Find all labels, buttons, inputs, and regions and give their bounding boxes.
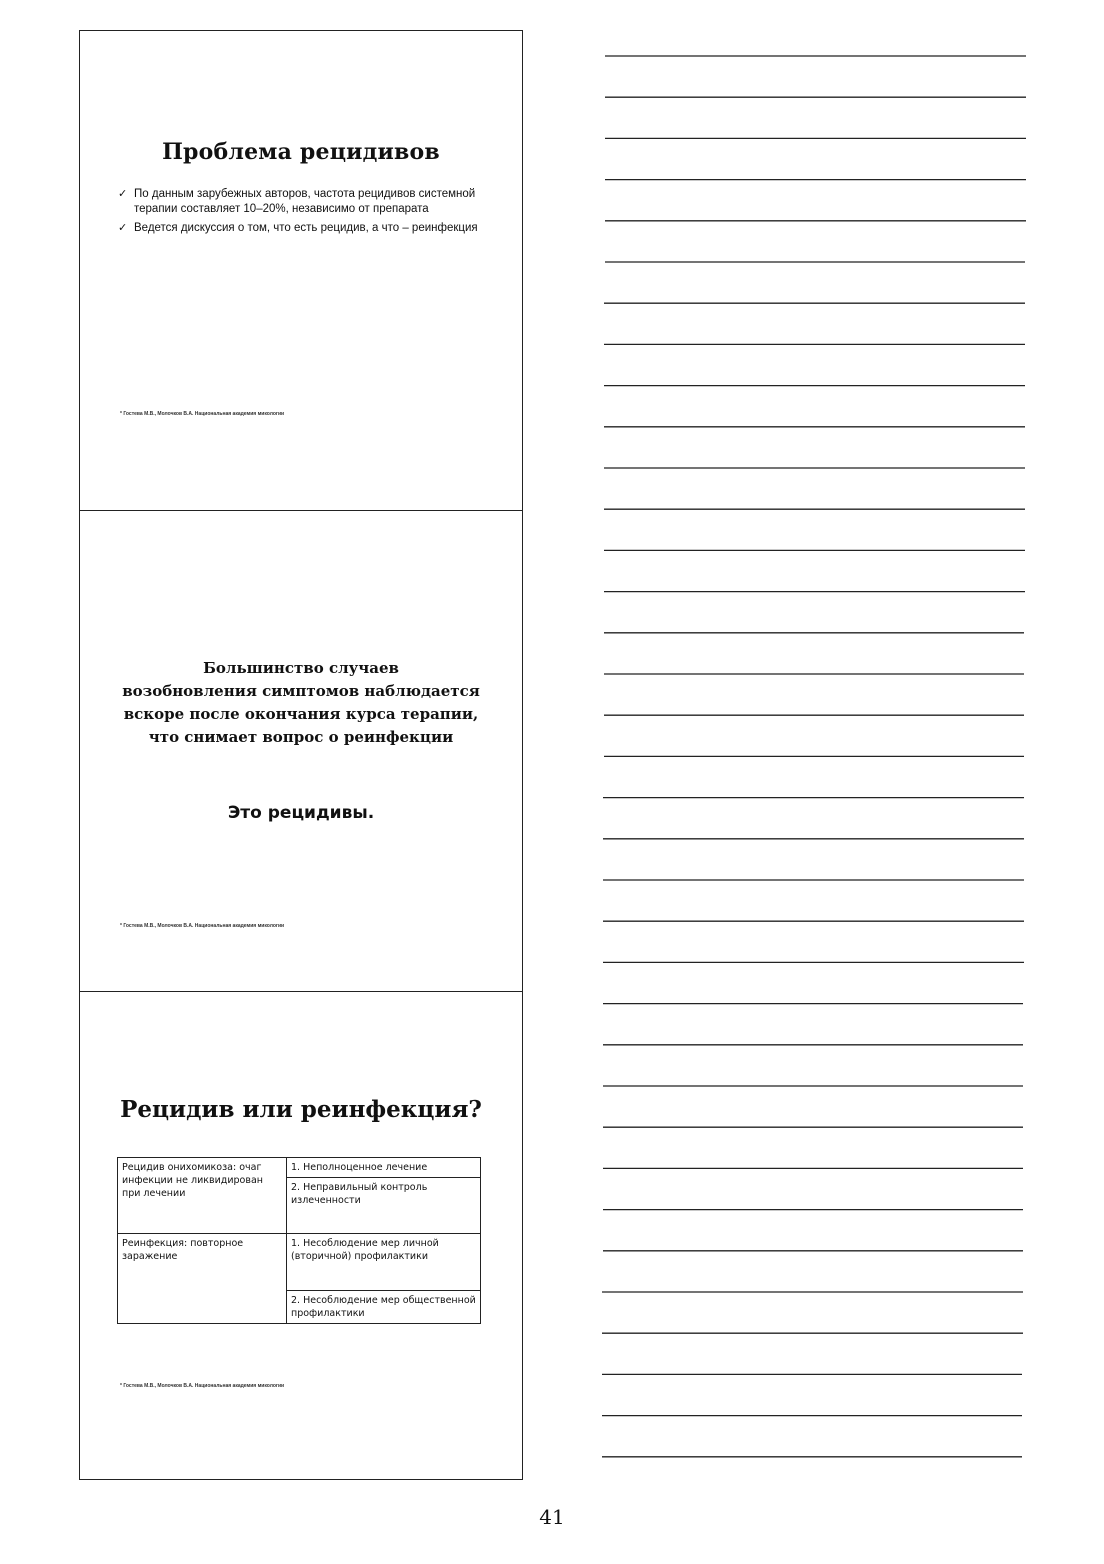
- slide-conclusion: Это рецидивы.: [227, 803, 375, 823]
- bullet-text: Ведется дискуссия о том, что есть рецидив, а что – реинфекция: [134, 222, 478, 234]
- bullet-list: [118, 187, 498, 240]
- paragraph-line: Большинство случаев: [203, 659, 399, 677]
- table-row: [118, 1234, 481, 1291]
- slide-recurrence-note: [80, 511, 522, 992]
- bullet-item: [118, 187, 498, 217]
- bullet-text: По данным зарубежных авторов, частота рецидивов системной терапии составляет 10–20%, независимо от препарата: [134, 188, 476, 215]
- table-cell: 2. Неправильный контроль излеченности: [287, 1178, 481, 1234]
- table-cell: 1. Неполноценное лечение: [287, 1158, 481, 1178]
- slide-footnote: * Гостева М.В., Молочков В.А. Национальная академия микологии: [120, 1383, 285, 1389]
- table-cell-relapse: Рецидив онихомикоза: очаг инфекции не ликвидирован при лечении: [118, 1158, 287, 1234]
- slide-title: Рецидив или реинфекция?: [120, 1096, 482, 1123]
- page-number: 41: [539, 1505, 565, 1529]
- checkmark-icon: ✓: [118, 222, 128, 234]
- slide-relapse-problem: [80, 31, 522, 511]
- paragraph-line: возобновления симптомов наблюдается: [122, 682, 480, 700]
- slide-paragraph: [80, 657, 522, 749]
- table-cell: 2. Несоблюдение мер общественной профилактики: [287, 1291, 481, 1324]
- paragraph-line: вскоре после окончания курса терапии,: [123, 705, 479, 723]
- checkmark-icon: ✓: [118, 188, 128, 200]
- slides-column: [79, 30, 523, 1480]
- slide-footnote: * Гостева М.В., Молочков В.А. Национальная академия микологии: [120, 411, 285, 417]
- table-cell-reinfection: Реинфекция: повторное заражение: [118, 1234, 287, 1324]
- note-lines: [600, 0, 1030, 1500]
- slide-relapse-or-reinfection: [80, 992, 522, 1479]
- slide-title: Проблема рецидивов: [162, 139, 440, 165]
- table-row: [118, 1158, 481, 1178]
- table-cell: 1. Несоблюдение мер личной (вторичной) профилактики: [287, 1234, 481, 1291]
- bullet-item: [118, 221, 498, 236]
- paragraph-line: что снимает вопрос о реинфекции: [148, 728, 454, 746]
- slide-footnote: * Гостева М.В., Молочков В.А. Национальная академия микологии: [120, 923, 285, 929]
- comparison-table: [117, 1157, 481, 1324]
